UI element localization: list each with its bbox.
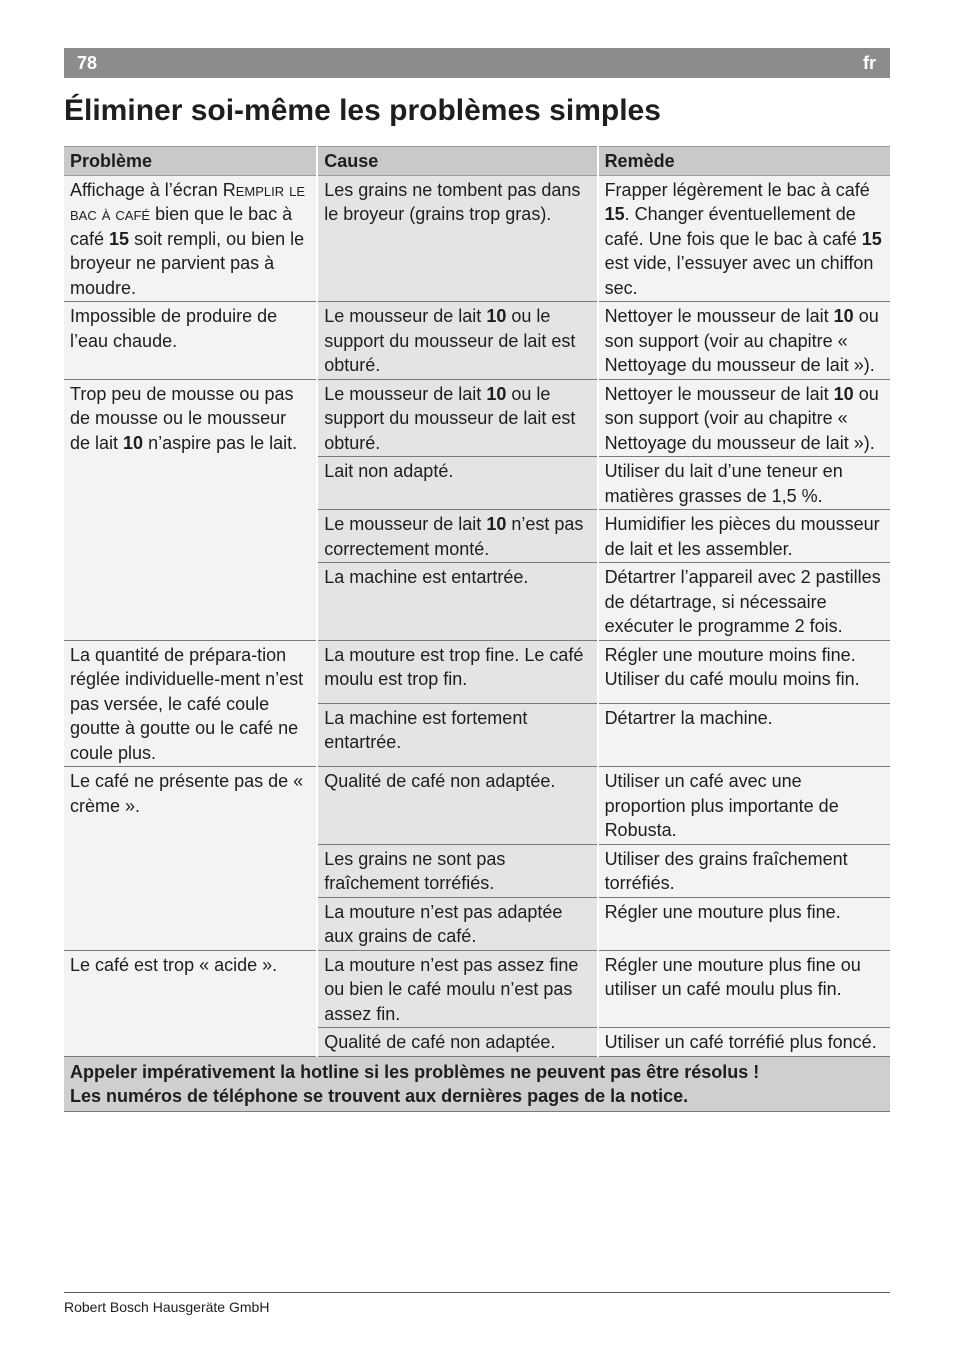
text-segment: ou son support (voir au chapitre « Nettoyage du mousseur de lait »). xyxy=(604,383,879,453)
text-segment: La quantité de prépara-tion réglée individuelle-ment n’est pas versée, le café coule goutte à goutte ou le café ne coule plus. xyxy=(70,644,304,763)
troubleshooting-table xyxy=(64,146,890,1112)
language-code: fr xyxy=(863,53,876,73)
remedy-cell xyxy=(598,767,890,845)
text-segment: n’aspire pas le lait. xyxy=(143,432,298,453)
text-segment: Utiliser des grains fraîchement torréfiés. xyxy=(604,848,848,893)
column-header-remede: Remède xyxy=(598,147,890,176)
problem-cell xyxy=(64,302,317,380)
table-row xyxy=(64,302,890,380)
text-segment: Affichage à l’écran xyxy=(70,179,223,200)
table-row xyxy=(64,175,890,302)
cause-cell xyxy=(317,1028,597,1057)
cause-cell xyxy=(317,379,597,457)
text-segment: n’est pas correctement monté. xyxy=(324,514,584,559)
cause-cell xyxy=(317,457,597,510)
column-header-probleme: Problème xyxy=(64,147,317,176)
remedy-cell xyxy=(598,175,890,302)
table-row xyxy=(64,379,890,457)
text-segment: . Changer éventuellement de café. Une fois que le bac à café xyxy=(604,204,862,249)
problem-cell xyxy=(64,950,317,1056)
text-segment: La machine est entartrée. xyxy=(324,567,529,587)
text-segment: Frapper légèrement le bac à café xyxy=(604,179,870,200)
text-segment: Utiliser un café torréfié plus foncé. xyxy=(604,1032,877,1052)
problem-cell xyxy=(64,640,317,767)
text-segment: Qualité de café non adaptée. xyxy=(324,771,556,791)
company-name: Robert Bosch Hausgeräte GmbH xyxy=(64,1299,270,1315)
remedy-cell xyxy=(598,950,890,1028)
text-segment: Régler une mouture plus fine. xyxy=(604,901,841,922)
hotline-note-row xyxy=(64,1056,890,1111)
text-segment: La mouture n’est pas adaptée aux grains de café. xyxy=(324,901,563,946)
hotline-note xyxy=(64,1056,890,1111)
text-segment: ou le support du mousseur de lait est obturé. xyxy=(324,383,576,453)
text-segment: Le mousseur de lait xyxy=(324,514,487,534)
cause-cell xyxy=(317,640,597,703)
table-body xyxy=(64,175,890,1056)
part-number: 10 xyxy=(833,383,854,404)
remedy-cell xyxy=(598,457,890,510)
part-number: 10 xyxy=(123,432,144,453)
text-segment: Le café ne présente pas de « crème ». xyxy=(70,771,304,816)
text-segment: Les grains ne tombent pas dans le broyeur (grains trop gras). xyxy=(324,179,581,224)
remedy-cell xyxy=(598,897,890,950)
text-segment: Régler une mouture plus fine ou utiliser un café moulu plus fin. xyxy=(604,954,861,999)
part-number: 10 xyxy=(833,306,854,326)
table-header-row xyxy=(64,147,890,176)
text-segment: ou son support (voir au chapitre « Nettoyage du mousseur de lait »). xyxy=(604,306,879,375)
table-row xyxy=(64,950,890,1028)
part-number: 15 xyxy=(604,204,625,224)
cause-cell xyxy=(317,844,597,897)
text-segment: Nettoyer le mousseur de lait xyxy=(604,383,834,404)
table-row xyxy=(64,767,890,845)
cause-cell xyxy=(317,510,597,563)
part-number: 10 xyxy=(486,306,507,326)
text-segment: bien que le bac à café xyxy=(70,204,293,249)
hotline-note-line-2: Les numéros de téléphone se trouvent aux dernières pages de la notice. xyxy=(70,1086,689,1106)
text-segment: ou le support du mousseur de lait est obturé. xyxy=(324,306,576,375)
remedy-cell xyxy=(598,510,890,563)
footer-divider xyxy=(64,1292,890,1293)
remedy-cell xyxy=(598,844,890,897)
text-segment: Lait non adapté. xyxy=(324,461,454,481)
text-segment: Le café est trop « acide ». xyxy=(70,954,278,975)
problem-cell xyxy=(64,767,317,951)
cause-cell xyxy=(317,302,597,380)
text-segment: Utiliser du lait d’une teneur en matières grasses de 1,5 %. xyxy=(604,461,843,506)
text-segment: Utiliser un café avec une proportion plus importante de Robusta. xyxy=(604,771,839,840)
remedy-cell xyxy=(598,379,890,457)
cause-cell xyxy=(317,175,597,302)
cause-cell xyxy=(317,767,597,845)
part-number: 15 xyxy=(861,228,882,249)
cause-cell xyxy=(317,703,597,766)
text-segment: Trop peu de mousse ou pas de mousse ou le mousseur de lait xyxy=(70,383,294,453)
page-title: Éliminer soi-même les problèmes simples xyxy=(64,94,661,127)
remedy-cell xyxy=(598,302,890,380)
problem-cell xyxy=(64,175,317,302)
remedy-cell xyxy=(598,703,890,766)
text-segment: Nettoyer le mousseur de lait xyxy=(604,306,834,326)
table-row xyxy=(64,640,890,703)
text-segment: La mouture est trop fine. Le café moulu est trop fin. xyxy=(324,644,584,689)
text-segment: est vide, l’essuyer avec un chiffon sec. xyxy=(604,253,874,298)
cause-cell xyxy=(317,950,597,1028)
problem-cell xyxy=(64,379,317,640)
remedy-cell xyxy=(598,1028,890,1057)
hotline-note-line-1: Appeler impérativement la hotline si les problèmes ne peuvent pas être résolus ! xyxy=(70,1061,760,1082)
text-segment: Détartrer l’appareil avec 2 pastilles de détartrage, si nécessaire exécuter le programme 2 fois. xyxy=(604,567,881,636)
display-message: Remplir le bac à café xyxy=(70,179,306,224)
part-number: 15 xyxy=(109,228,130,249)
text-segment: La machine est fortement entartrée. xyxy=(324,707,528,753)
remedy-cell xyxy=(598,640,890,703)
cause-cell xyxy=(317,563,597,641)
cause-cell xyxy=(317,897,597,950)
text-segment: Qualité de café non adaptée. xyxy=(324,1032,556,1052)
text-segment: Impossible de produire de l’eau chaude. xyxy=(70,306,278,351)
page-header-bar xyxy=(64,48,890,78)
column-header-cause: Cause xyxy=(317,147,597,176)
text-segment: Détartrer la machine. xyxy=(604,707,773,728)
text-segment: Le mousseur de lait xyxy=(324,383,487,404)
text-segment: Les grains ne sont pas fraîchement torréfiés. xyxy=(324,848,506,893)
part-number: 10 xyxy=(486,514,507,534)
text-segment: Régler une mouture moins fine. Utiliser du café moulu moins fin. xyxy=(604,644,860,689)
part-number: 10 xyxy=(486,383,507,404)
page-number: 78 xyxy=(77,53,98,73)
text-segment: Le mousseur de lait xyxy=(324,306,487,326)
text-segment: Humidifier les pièces du mousseur de lait et les assembler. xyxy=(604,514,880,559)
text-segment: soit rempli, ou bien le broyeur ne parvient pas à moudre. xyxy=(70,228,305,298)
text-segment: La mouture n’est pas assez fine ou bien le café moulu n’est pas assez fin. xyxy=(324,954,579,1024)
remedy-cell xyxy=(598,563,890,641)
